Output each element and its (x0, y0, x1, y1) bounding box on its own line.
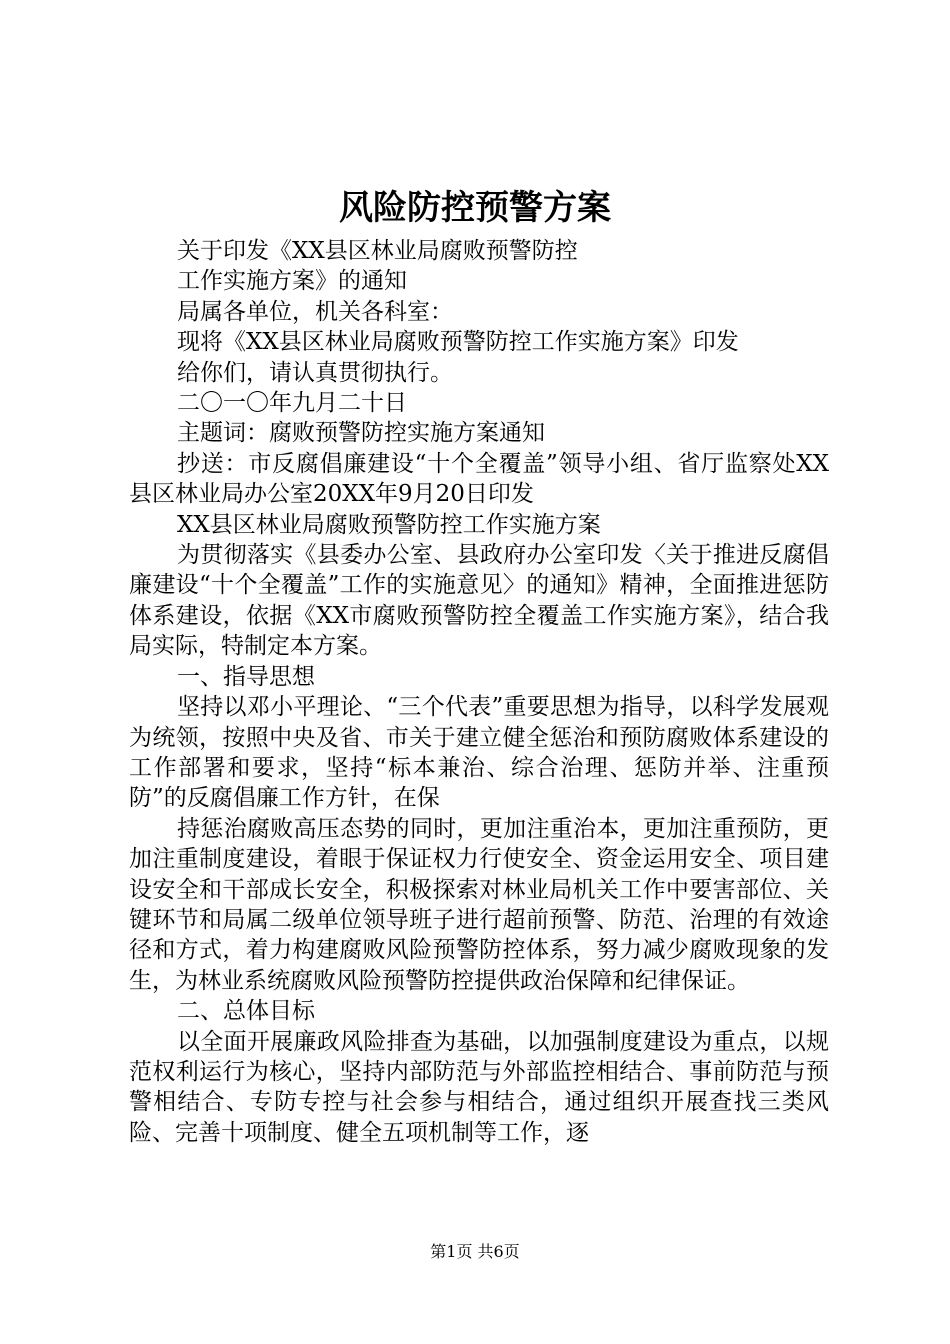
document-title: 风险防控预警方案 (339, 188, 611, 228)
paragraph-intro: 为贯彻落实《县委办公室、县政府办公室印发〈关于推进反腐倡廉建设“十个全覆盖”工作的实施意见〉的通知》精神，全面推进惩防体系建设，依据《XX市腐败预警防控全覆盖工作实施方案》，结合我局实际，特制定本方案。 (129, 542, 829, 660)
document-body (129, 236, 829, 1148)
paragraph-date: 二〇一〇年九月二十日 (177, 390, 407, 417)
paragraph-recipients: 局属各单位，机关各科室： (177, 298, 453, 325)
paragraph-subject-words: 主题词：腐败预警防控实施方案通知 (177, 420, 545, 447)
paragraph-guiding-ideology-cont: 持惩治腐败高压态势的同时，更加注重治本，更加注重预防，更加注重制度建设，着眼于保证权力行使安全、资金运用安全、项目建设安全和干部成长安全，积极探索对林业局机关工作中要害部位、关键环节和局属二级单位领导班子进行超前预警、防范、治理的有效途径和方式，着力构建腐败风险预警防控体系，努力减少腐败现象的发生，为林业系统腐败风险预警防控提供政治保障和纪律保证。 (129, 815, 829, 994)
paragraph-notice-title-line1: 关于印发《XX县区林业局腐败预警防控 (177, 238, 578, 264)
paragraph-issue-line2: 给你们，请认真贯彻执行。 (177, 359, 453, 386)
paragraph-guiding-ideology: 坚持以邓小平理论、“三个代表”重要思想为指导，以科学发展观为统领，按照中央及省、市关于建立健全惩治和预防腐败体系建设的工作部署和要求，坚持“标本兼治、综合治理、惩防并举、注重预防”的反腐倡廉工作方针，在保 (129, 694, 829, 812)
paragraph-notice-title-line2: 工作实施方案》的通知 (177, 268, 407, 295)
paragraph-overall-goal: 以全面开展廉政风险排查为基础，以加强制度建设为重点，以规范权利运行为核心，坚持内部防范与外部监控相结合、事前防范与预警相结合、专防专控与社会参与相结合，通过组织开展查找三类风险、完善十项制度、健全五项机制等工作，逐 (129, 1028, 829, 1146)
paragraph-plan-title: XX县区林业局腐败预警防控工作实施方案 (177, 511, 601, 538)
page-footer: 第1页 共6页 (430, 1242, 520, 1261)
section-heading-guiding-ideology: 一、指导思想 (177, 663, 315, 690)
section-heading-overall-goal: 二、总体目标 (177, 998, 315, 1025)
paragraph-cc: 抄送：市反腐倡廉建设“十个全覆盖”领导小组、省厅监察处XX县区林业局办公室20XX年9月20日印发 (129, 450, 829, 508)
paragraph-issue-line1: 现将《XX县区林业局腐败预警防控工作实施方案》印发 (177, 329, 739, 356)
